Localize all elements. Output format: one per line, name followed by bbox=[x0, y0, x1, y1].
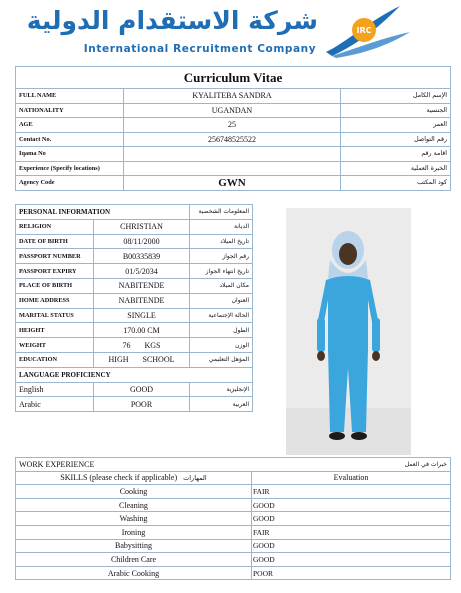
language-value: GOOD bbox=[94, 382, 190, 397]
pi-label: EDUCATION bbox=[16, 352, 94, 367]
personal-info-table bbox=[15, 204, 253, 412]
cv-row-agency-code bbox=[16, 176, 451, 191]
language-label-arabic: الإنجليزية bbox=[190, 382, 253, 397]
cv-label-arabic: العمر bbox=[341, 118, 451, 133]
logo-badge-text: IRC bbox=[356, 26, 372, 35]
pi-label: PASSPORT NUMBER bbox=[16, 249, 94, 264]
pi-label: RELIGION bbox=[16, 219, 94, 234]
work-experience-table bbox=[15, 457, 451, 580]
pi-label: DATE OF BIRTH bbox=[16, 234, 94, 249]
cv-label: NATIONALITY bbox=[16, 103, 124, 118]
pi-value: CHRISTIAN bbox=[94, 219, 190, 234]
pi-label: PASSPORT EXPIRY bbox=[16, 264, 94, 279]
pi-value: B00335839 bbox=[94, 249, 190, 264]
pi-label-arabic: الحالة الإجتماعية bbox=[190, 308, 253, 323]
skill-evaluation: GOOD bbox=[252, 512, 451, 526]
skill-evaluation: FAIR bbox=[252, 525, 451, 539]
skill-row-ironing bbox=[16, 525, 451, 539]
cv-value: 256748525522 bbox=[124, 132, 341, 147]
language-heading-row bbox=[16, 367, 253, 382]
cv-label: Contact No. bbox=[16, 132, 124, 147]
skill-name: Children Care bbox=[16, 553, 252, 567]
cv-summary-table bbox=[15, 66, 451, 191]
skills-header-arabic: المهارات bbox=[183, 474, 207, 483]
work-experience-heading: WORK EXPERIENCE bbox=[16, 458, 252, 472]
pi-row-home-address bbox=[16, 293, 253, 308]
pi-label: WEIGHT bbox=[16, 338, 94, 353]
cv-label-arabic: اقامة رقم bbox=[341, 147, 451, 162]
skills-header-row bbox=[16, 471, 451, 485]
language-row-arabic bbox=[16, 397, 253, 412]
pi-row-weight bbox=[16, 338, 253, 353]
skill-name: Cooking bbox=[16, 485, 252, 499]
cv-value: KYALITEBA SANDRA bbox=[124, 89, 341, 104]
pi-label-arabic: الديانة bbox=[190, 219, 253, 234]
pi-value: 01/5/2034 bbox=[94, 264, 190, 279]
skill-name: Babysitting bbox=[16, 539, 252, 553]
pi-value: 76 KGS bbox=[94, 338, 190, 353]
pi-label-arabic: المؤهل التعليمي bbox=[190, 352, 253, 367]
pi-row-education bbox=[16, 352, 253, 367]
pi-row-place-of-birth bbox=[16, 278, 253, 293]
skill-evaluation: POOR bbox=[252, 566, 451, 580]
pi-label-arabic: رقم الجواز bbox=[190, 249, 253, 264]
cv-row-full-name bbox=[16, 89, 451, 104]
pi-label: PLACE OF BIRTH bbox=[16, 278, 94, 293]
pi-label-arabic: تاريخ الميلاد bbox=[190, 234, 253, 249]
language-row-english bbox=[16, 382, 253, 397]
cv-value bbox=[124, 161, 341, 176]
skill-row-cleaning bbox=[16, 498, 451, 512]
skill-row-washing bbox=[16, 512, 451, 526]
language-label: English bbox=[16, 382, 94, 397]
pi-value: NABITENDE bbox=[94, 293, 190, 308]
evaluation-header: Evaluation bbox=[252, 471, 451, 485]
work-experience-heading-arabic: خبرات في العمل bbox=[252, 458, 451, 472]
company-header bbox=[0, 0, 461, 62]
language-value: POOR bbox=[94, 397, 190, 412]
personal-info-heading-row bbox=[16, 205, 253, 220]
cv-label-arabic: الجنسية bbox=[341, 103, 451, 118]
pi-label-arabic: مكان الميلاد bbox=[190, 278, 253, 293]
pi-value: 170.00 CM bbox=[94, 323, 190, 338]
pi-label-arabic: الوزن bbox=[190, 338, 253, 353]
cv-row-iqama bbox=[16, 147, 451, 162]
pi-label: MARITAL STATUS bbox=[16, 308, 94, 323]
pi-value: SINGLE bbox=[94, 308, 190, 323]
skill-evaluation: GOOD bbox=[252, 498, 451, 512]
pi-value: 08/11/2000 bbox=[94, 234, 190, 249]
pi-row-religion bbox=[16, 219, 253, 234]
cv-label: Experience (Specify locations) bbox=[16, 161, 124, 176]
pi-row-passport-expiry bbox=[16, 264, 253, 279]
cv-label-arabic: كود المكتب bbox=[341, 176, 451, 191]
skill-row-cooking bbox=[16, 485, 451, 499]
language-label: Arabic bbox=[16, 397, 94, 412]
skill-name: Arabic Cooking bbox=[16, 566, 252, 580]
pi-row-height bbox=[16, 323, 253, 338]
cv-title: Curriculum Vitae bbox=[16, 67, 451, 89]
skills-header bbox=[16, 471, 252, 485]
pi-row-marital-status bbox=[16, 308, 253, 323]
company-name-arabic: شركة الاستقدام الدولية bbox=[26, 6, 318, 35]
skill-evaluation: GOOD bbox=[252, 539, 451, 553]
skills-header-label: SKILLS (please check if applicable) bbox=[60, 473, 178, 483]
skill-name: Washing bbox=[16, 512, 252, 526]
cv-label: FULL NAME bbox=[16, 89, 124, 104]
cv-label: Iqama No bbox=[16, 147, 124, 162]
work-experience-heading-row bbox=[16, 458, 451, 472]
pi-value: NABITENDE bbox=[94, 278, 190, 293]
company-logo-icon bbox=[322, 2, 414, 58]
cv-label-arabic: الخبرة العملية bbox=[341, 161, 451, 176]
cv-label-arabic: الإسم الكامل bbox=[341, 89, 451, 104]
language-label-arabic: العربية bbox=[190, 397, 253, 412]
cv-value bbox=[124, 147, 341, 162]
pi-label: HEIGHT bbox=[16, 323, 94, 338]
cv-label: Agency Code bbox=[16, 176, 124, 191]
cv-value: UGANDAN bbox=[124, 103, 341, 118]
candidate-photo bbox=[286, 208, 411, 455]
cv-value: 25 bbox=[124, 118, 341, 133]
pi-row-passport-number bbox=[16, 249, 253, 264]
skill-row-arabic-cooking bbox=[16, 566, 451, 580]
skill-name: Cleaning bbox=[16, 498, 252, 512]
pi-row-date-of-birth bbox=[16, 234, 253, 249]
skill-row-children-care bbox=[16, 553, 451, 567]
personal-info-heading: PERSONAL INFORMATION bbox=[16, 205, 190, 220]
cv-row-age bbox=[16, 118, 451, 133]
skill-name: Ironing bbox=[16, 525, 252, 539]
pi-label-arabic: تاريخ انتهاء الجواز bbox=[190, 264, 253, 279]
cv-row-contact bbox=[16, 132, 451, 147]
company-name-english: International Recruitment Company bbox=[83, 43, 317, 55]
pi-label: HOME ADDRESS bbox=[16, 293, 94, 308]
cv-row-experience bbox=[16, 161, 451, 176]
personal-info-heading-arabic: المعلومات الشخصية bbox=[190, 205, 253, 220]
pi-value: HIGH SCHOOL bbox=[94, 352, 190, 367]
cv-label-arabic: رقم التواصل bbox=[341, 132, 451, 147]
skill-row-babysitting bbox=[16, 539, 451, 553]
pi-label-arabic: العنوان bbox=[190, 293, 253, 308]
pi-label-arabic: الطول bbox=[190, 323, 253, 338]
skill-evaluation: GOOD bbox=[252, 553, 451, 567]
agency-code-value: GWN bbox=[124, 176, 341, 191]
cv-label: AGE bbox=[16, 118, 124, 133]
cv-row-nationality bbox=[16, 103, 451, 118]
language-proficiency-heading: LANGUAGE PROFICIENCY bbox=[16, 367, 253, 382]
skill-evaluation: FAIR bbox=[252, 485, 451, 499]
